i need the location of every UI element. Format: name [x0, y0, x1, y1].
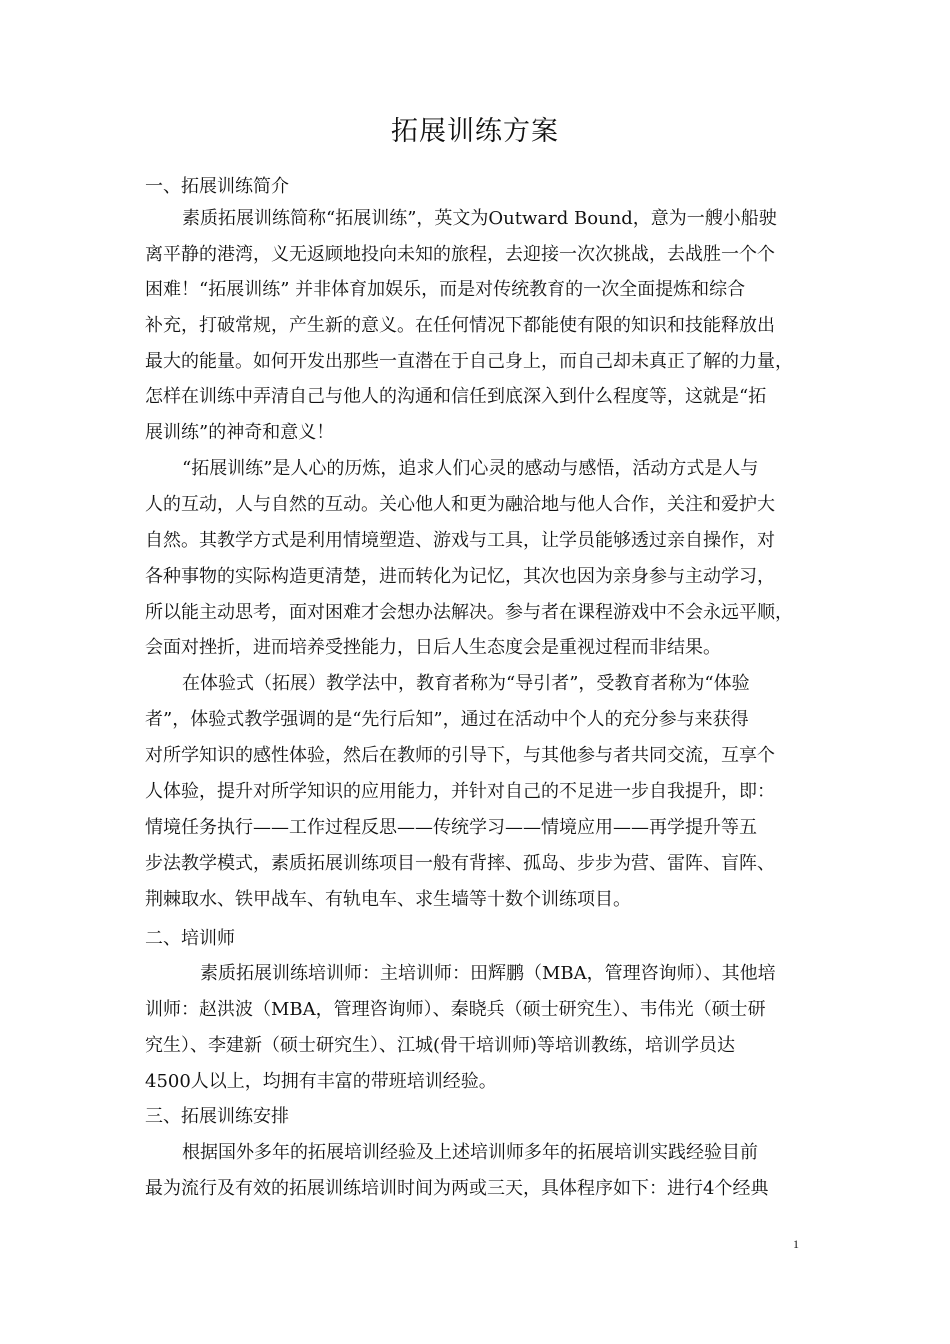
text-line: 补充，打破常规，产生新的意义。在任何情况下都能使有限的知识和技能释放出	[145, 315, 775, 336]
text-line: “拓展训练”是人心的历炼，追求人们心灵的感动与感悟，活动方式是人与	[182, 458, 759, 479]
document-title: 拓展训练方案	[391, 116, 559, 147]
text-line: 素质拓展训练培训师：主培训师：田辉鹏（MBA，管理咨询师）、其他培	[200, 963, 776, 984]
text-line: 离平静的港湾，义无返顾地投向未知的旅程，去迎接一次次挑战，去战胜一个个	[145, 244, 775, 265]
text-line: 怎样在训练中弄清自己与他人的沟通和信任到底深入到什么程度等，这就是“拓	[145, 386, 767, 407]
text-line: 在体验式（拓展）教学法中，教育者称为“导引者”，受教育者称为“体验	[182, 673, 750, 694]
text-line: 根据国外多年的拓展培训经验及上述培训师多年的拓展培训实践经验目前	[182, 1142, 758, 1163]
text-line: 展训练”的神奇和意义！	[145, 422, 335, 443]
text-line: 各种事物的实际构造更清楚，进而转化为记忆，其次也因为亲身参与主动学习，	[145, 566, 775, 587]
text-line: 会面对挫折，进而培养受挫能力，日后人生态度会是重视过程而非结果。	[145, 637, 721, 658]
text-line: 情境任务执行——工作过程反思——传统学习——情境应用——再学提升等五	[145, 817, 757, 838]
text-line: 最大的能量。如何开发出那些一直潜在于自己身上，而自己却未真正了解的力量，	[145, 351, 793, 372]
text-line: 困难！“拓展训练” 并非体育加娱乐，而是对传统教育的一次全面提炼和综合	[145, 279, 746, 300]
text-line: 素质拓展训练简称“拓展训练”，英文为Outward Bound，意为一艘小船驶	[182, 208, 777, 229]
text-line: 人体验，提升对所学知识的应用能力，并针对自己的不足进一步自我提升，即：	[145, 781, 775, 802]
text-line: 者”，体验式教学强调的是“先行后知”，通过在活动中个人的充分参与来获得	[145, 709, 749, 730]
text-line: 究生）、李建新（硕士研究生）、江城(骨干培训师)等培训教练，培训学员达	[145, 1035, 736, 1056]
text-line: 自然。其教学方式是利用情境塑造、游戏与工具，让学员能够透过亲自操作，对	[145, 530, 775, 551]
page-number: 1	[793, 1237, 799, 1251]
text-line: 训师：赵洪波（MBA，管理咨询师）、秦晓兵（硕士研究生）、韦伟光（硕士研	[145, 999, 766, 1020]
text-line: 所以能主动思考，面对困难才会想办法解决。参与者在课程游戏中不会永远平顺，	[145, 602, 793, 623]
section-heading-intro: 一、拓展训练简介	[145, 176, 289, 197]
section-heading-trainers: 二、培训师	[145, 928, 235, 949]
text-line: 荆棘取水、铁甲战车、有轨电车、求生墙等十数个训练项目。	[145, 889, 631, 910]
text-line: 步法教学模式，素质拓展训练项目一般有背摔、孤岛、步步为营、雷阵、盲阵、	[145, 853, 775, 874]
text-line: 最为流行及有效的拓展训练培训时间为两或三天，具体程序如下：进行4个经典	[145, 1178, 769, 1199]
text-line: 4500人以上，均拥有丰富的带班培训经验。	[145, 1071, 497, 1092]
text-line: 对所学知识的感性体验，然后在教师的引导下，与其他参与者共同交流，互享个	[145, 745, 775, 766]
section-heading-arrangement: 三、拓展训练安排	[145, 1106, 289, 1127]
text-line: 人的互动，人与自然的互动。关心他人和更为融洽地与他人合作，关注和爱护大	[145, 494, 775, 515]
